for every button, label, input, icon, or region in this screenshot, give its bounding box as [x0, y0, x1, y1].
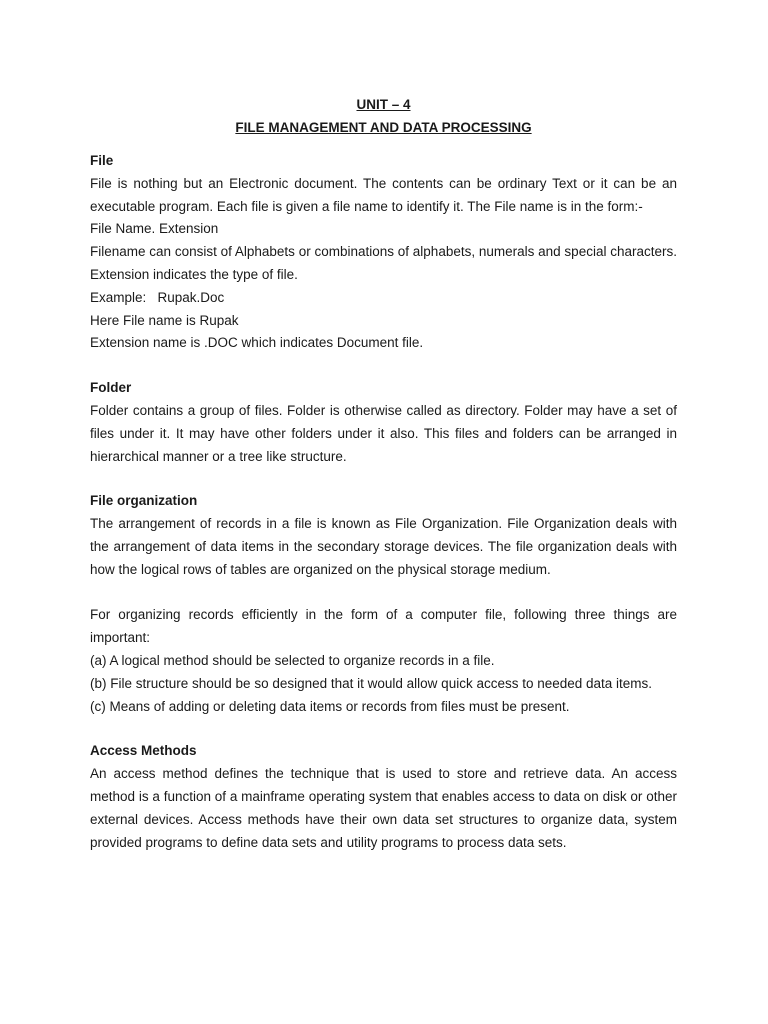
file-org-paragraph-1: The arrangement of records in a file is known as File Organization. File Organization deals with the arrangement of data items in the secondary storage devices. The file organization deals with how the logical rows of tables are organized on the physical storage medium. — [90, 516, 677, 577]
section-heading-file-organization: File organization — [90, 493, 198, 509]
file-org-item-a: (a) A logical method should be selected to organize records in a file. — [90, 652, 495, 668]
file-org-item-c: (c) Means of adding or deleting data items or records from files must be present. — [90, 698, 570, 714]
access-methods-paragraph: An access method defines the technique that is used to store and retrieve data. An access method is a function of a mainframe operating system that enables access to data on disk or other external devices. Access methods have their own data set structures to organize data, system provided programs to define data sets and utility programs to process data sets. — [90, 766, 677, 850]
file-org-item-b: (b) File structure should be so designed that it would allow quick access to needed data items. — [90, 675, 653, 691]
unit-title: UNIT – 4 — [356, 97, 411, 112]
file-name-line: Here File name is Rupak — [90, 312, 239, 328]
section-heading-folder: Folder — [90, 380, 132, 396]
file-paragraph-2: Filename can consist of Alphabets or combinations of alphabets, numerals and special characters. Extension indicates the type of file. — [90, 244, 677, 282]
subject-title: FILE MANAGEMENT AND DATA PROCESSING — [235, 119, 532, 135]
section-heading-file: File — [90, 153, 114, 168]
section-access-methods — [90, 740, 677, 854]
file-example-line: Example: Rupak.Doc — [90, 289, 225, 305]
section-file — [90, 150, 677, 355]
file-format-line: File Name. Extension — [90, 221, 219, 237]
file-paragraph-1: File is nothing but an Electronic document. The contents can be ordinary Text or it can be an executable program. Each file is given a file name to identify it. The File name is in the form:- — [90, 175, 677, 214]
document-title — [90, 94, 677, 139]
section-heading-access-methods: Access Methods — [90, 743, 197, 759]
folder-paragraph: Folder contains a group of files. Folder is otherwise called as directory. Folder may have a set of files under it. It may have other folders under it also. This files and folders can be arranged in hierarchical manner or a tree like structure. — [90, 402, 677, 464]
file-org-paragraph-2: For organizing records efficiently in the form of a computer file, following three things are important: — [90, 607, 677, 646]
document-page — [90, 94, 677, 876]
section-file-organization — [90, 490, 677, 718]
file-extension-line: Extension name is .DOC which indicates Document file. — [90, 335, 424, 351]
section-folder — [90, 377, 677, 468]
